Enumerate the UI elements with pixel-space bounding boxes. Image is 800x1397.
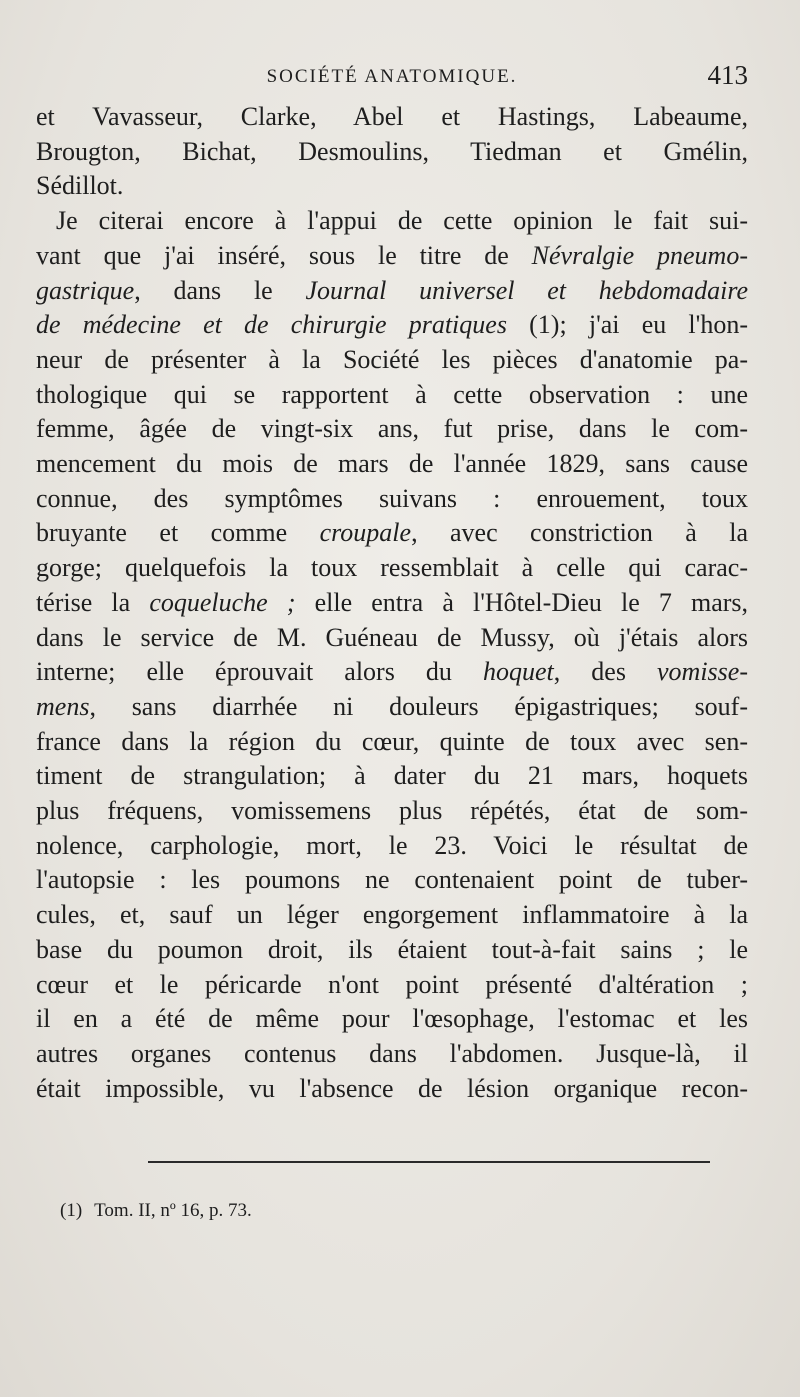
text-line: mens, sans diarrhée ni douleurs épigastriques; souf- [36,691,748,721]
running-head [36,60,748,96]
text-line: thologique qui se rapportent à cette observation : une [36,379,748,409]
italic-title: de médecine et de chirurgie pratiques [36,310,507,340]
text-line: gastrique, dans le Journal universel et hebdomadaire [36,275,749,305]
text-line: cules, et, sauf un léger engorgement inflammatoire à la [36,900,748,930]
text-line: bruyante et comme croupale, avec constriction à la [36,518,748,548]
text-line: timent de strangulation; à dater du 21 mars, hoquets [36,761,748,791]
text-line: et Vavasseur, Clarke, Abel et Hastings, Labeaume, [36,102,748,131]
text-line: femme, âgée de vingt-six ans, fut prise, dans le com- [36,414,748,444]
text-line: dans le service de M. Guéneau de Mussy, où j'étais alors [36,622,748,652]
footnote-mark: (1) [60,1200,83,1221]
text-line: Je citerai encore à l'appui de cette opinion le fait sui- [56,206,748,236]
italic-title: Journal universel et hebdomadaire [305,275,749,305]
text-line: base du poumon droit, ils étaient tout-à-fait sains ; le [36,934,748,964]
italic-term: hoquet [482,657,554,687]
italic-title: gastrique [36,275,135,305]
footnote [60,1200,252,1222]
italic-term: mens [36,691,90,721]
text-line: était impossible, vu l'absence de lésion organique recon- [36,1073,748,1103]
italic-title: Névralgie pneumo- [531,240,748,270]
text-line: nolence, carphologie, mort, le 23. Voici le résultat de [36,830,748,860]
text-line: mencement du mois de mars de l'année 1829, sans cause [36,449,748,479]
text-line: plus fréquens, vomissemens plus répétés, état de som- [36,796,748,826]
italic-term: coqueluche ; [149,587,296,617]
italic-term: croupale [319,518,412,548]
text-line: Brougton, Bichat, Desmoulins, Tiedman et Gmélin, [36,136,748,166]
text-line: de médecine et de chirurgie pratiques (1); j'ai eu l'hon- [36,310,749,340]
text-line: connue, des symptômes suivans : enrouement, toux [36,483,748,513]
text-line: Sédillot. [36,171,124,201]
text-line: térise la coqueluche ; elle entra à l'Hôtel-Dieu le 7 mars, [36,587,749,617]
text-line: neur de présenter à la Société les pièces d'anatomie pa- [36,344,748,374]
body-text [36,100,748,1106]
text-line: france dans la région du cœur, quinte de toux avec sen- [36,726,748,756]
text-line: gorge; quelquefois la toux ressemblait à celle qui carac- [36,553,748,583]
page-number: 413 [707,60,748,90]
footnote-text: Tom. II, nº 16, p. 73. [94,1200,252,1221]
footnote-divider [148,1161,710,1163]
text-line: autres organes contenus dans l'abdomen. Jusque-là, il [36,1038,748,1068]
running-head-title: SOCIÉTÉ ANATOMIQUE. [266,66,518,87]
italic-term: vomisse- [657,657,748,687]
text-line: vant que j'ai inséré, sous le titre de Névralgie pneumo- [36,240,748,270]
text-line: cœur et le péricarde n'ont point présenté d'altération ; [36,969,748,999]
text-line: il en a été de même pour l'œsophage, l'estomac et les [36,1004,748,1034]
text-line: l'autopsie : les poumons ne contenaient point de tuber- [36,865,748,895]
text-line: interne; elle éprouvait alors du hoquet, des vomisse- [36,657,748,687]
